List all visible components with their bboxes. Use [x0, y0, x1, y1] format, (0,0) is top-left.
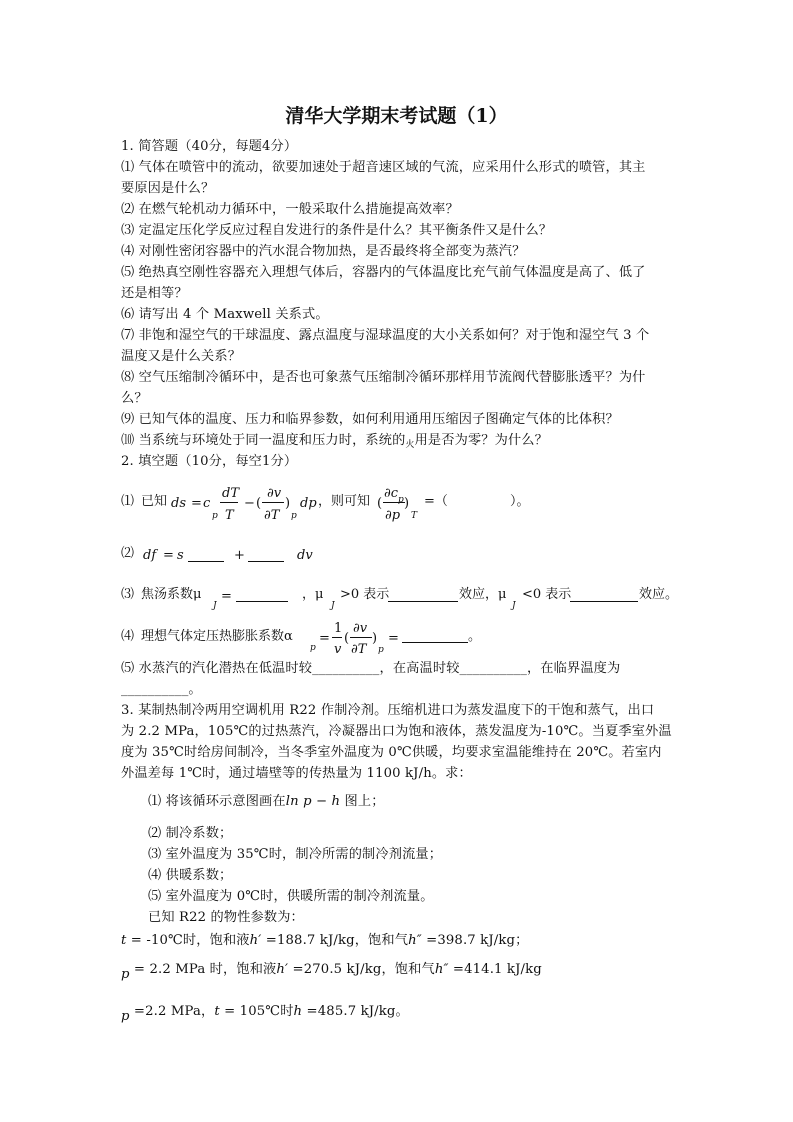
q2-2-df: df — [143, 548, 157, 563]
q2-3-blank2 — [388, 601, 458, 602]
q2-3-effect1: 效应，μ — [459, 587, 507, 602]
page-title: 清华大学期末考试题（1） — [285, 105, 508, 127]
q3-prop1-v2: =398.7 kJ/kg； — [421, 933, 529, 948]
q3-sub1 — [148, 795, 385, 808]
q3-prop2 — [121, 962, 542, 982]
q3-prop3-v: =485.7 kJ/kg。 — [302, 1004, 409, 1019]
q2-1-dp: dp — [300, 496, 317, 511]
q3-prop3-text2: = 105℃时 — [219, 1004, 294, 1019]
q2-2-eq: = — [163, 548, 174, 563]
q1-10-before: ⑽ 当系统与环境处于同一温度和压力时，系统的 — [121, 433, 406, 448]
q1-8-line1: ⑻ 空气压缩制冷循环中，是否也可象蒸气压缩制冷循环那样用节流阀代替膨胀透平？为什 — [121, 370, 646, 385]
q3-prop3-var2: t — [214, 1004, 220, 1019]
q3-sub4: ⑷ 供暖系数； — [148, 868, 233, 883]
q2-4-open-paren: ( — [344, 631, 350, 646]
q2-1-T-sub: T — [411, 511, 418, 521]
q2-1-close-paren2: ) — [404, 496, 410, 511]
q2-4-blank — [402, 642, 468, 643]
q1-1-line1: ⑴ 气体在喷管中的流动，欲要加速处于超音速区域的气流，应采用什么形式的喷管，其主 — [121, 160, 646, 175]
q2-1-open-paren2: ( — [377, 496, 383, 511]
section1-header: 1. 简答题（40分，每题4分） — [121, 139, 298, 154]
q2-4-frac1-bar — [332, 637, 342, 638]
q2-1-frac1-bar — [220, 502, 238, 503]
q3-sub1-before: ⑴ 将该循环示意图画在 — [148, 794, 286, 809]
q2-1-dTp: ∂T — [264, 508, 280, 523]
q2-3-blank1 — [236, 601, 288, 602]
q2-4-p-sub: p — [310, 643, 316, 653]
q3-prop1-text: = -10℃时，饱和液 — [126, 933, 250, 948]
section3-line4: 外温差每 1℃时，通过墙壁等的传热量为 1100 kJ/h。求： — [121, 766, 472, 781]
q1-4: ⑷ 对刚性密闭容器中的汽水混合物加热，是否最终将全部变为蒸汽？ — [121, 244, 526, 259]
q2-3-J-sub: J — [213, 601, 217, 611]
q2-2-blank2 — [248, 561, 284, 562]
q2-1-c: c — [203, 496, 211, 511]
q2-3-eq: = — [221, 589, 232, 604]
q2-4-one: 1 — [334, 621, 343, 636]
q2-2-plus: + — [234, 548, 245, 563]
q2-1-dv: ∂v — [267, 486, 282, 501]
q3-prop2-v2: =414.1 kJ/kg — [448, 962, 542, 977]
q2-3-lt0: <0 表示 — [522, 587, 572, 602]
q3-sub3: ⑶ 室外温度为 35℃时，制冷所需的制冷剂流量； — [148, 847, 443, 862]
q2-3-J3-sub: J — [512, 601, 516, 611]
q2-1-cp-sub: p — [398, 495, 404, 505]
q2-1-T: T — [225, 508, 234, 523]
q3-sub1-after: 图上； — [340, 794, 385, 809]
q3-prop1-var: t — [121, 933, 127, 948]
q2-1-ds: ds — [171, 496, 186, 511]
section3-line3: 度为 35℃时给房间制冷，当冬季室外温度为 0℃供暖，均要求室温能维持在 20℃。若室内 — [121, 745, 662, 760]
q1-10-sub: 火 — [405, 440, 415, 450]
q2-1-answer-open: =（ — [424, 494, 448, 509]
q2-2-blank1 — [188, 561, 224, 562]
q2-4-p-sub2: p — [378, 645, 384, 655]
q3-prop2-v1: =270.5 kJ/kg，饱和气 — [288, 962, 435, 977]
q2-2-dv: dv — [297, 548, 313, 563]
q1-3: ⑶ 定温定压化学反应过程自发进行的条件是什么？其平衡条件又是什么？ — [121, 223, 553, 238]
q3-prop2-h2: h″ — [434, 962, 449, 977]
q2-4-eq: = — [319, 631, 330, 646]
q3-prop2-var: p — [121, 967, 130, 982]
section3-line2: 为 2.2 MPa，105℃的过热蒸汽，冷凝器出口为饱和液体，蒸发温度为-10℃。当夏季室外温 — [121, 724, 672, 739]
q3-prop3 — [121, 1004, 409, 1024]
q2-1-answer-close: ）。 — [510, 494, 530, 509]
q3-sub1-math: ln p − h — [285, 794, 341, 809]
q3-sub5: ⑸ 室外温度为 0℃时，供暖所需的制冷剂流量。 — [148, 889, 434, 904]
q2-1-prefix: 已知 — [141, 494, 168, 509]
q2-1-close-paren: ) — [285, 496, 291, 511]
q2-4-close-paren: ) — [372, 631, 378, 646]
q2-4-eq2: = — [388, 631, 399, 646]
q3-prop3-var: p — [121, 1009, 130, 1024]
q2-4-text: 理想气体定压热膨胀系数α — [141, 629, 293, 644]
q2-4-end: 。 — [468, 629, 482, 644]
q2-4-dv: ∂v — [353, 621, 368, 636]
q2-4-v: v — [334, 642, 342, 657]
q2-4-dT: ∂T — [351, 642, 367, 657]
q2-1-frac2-bar — [262, 502, 284, 503]
q2-5-line2: __________。 — [121, 682, 202, 697]
q1-5-line2: 还是相等？ — [121, 286, 188, 301]
q3-prop3-text1: =2.2 MPa， — [129, 1004, 215, 1019]
q2-1-open-paren: ( — [256, 496, 262, 511]
q2-3-comma: ，μ — [302, 587, 324, 602]
q2-1-eq: = — [191, 496, 202, 511]
q1-5-line1: ⑸ 绝热真空刚性容器充入理想气体后，容器内的气体温度比充气前气体温度是高了、低了 — [121, 265, 646, 280]
q2-4-frac2-bar — [350, 637, 372, 638]
q2-1-p-sub2: p — [291, 511, 297, 521]
q3-prop1 — [121, 934, 528, 947]
q1-9: ⑼ 已知气体的温度、压力和临界参数，如何利用通用压缩因子图确定气体的比体积？ — [121, 412, 619, 427]
q1-2: ⑵ 在燃气轮机动力循环中，一般采取什么措施提高效率？ — [121, 202, 459, 217]
q1-8-line2: 么？ — [121, 391, 148, 406]
q3-prop1-h1: h′ — [249, 933, 262, 948]
q1-7-line2: 温度又是什么关系？ — [121, 349, 242, 364]
q1-10-after: 用是否为零？为什么？ — [414, 433, 548, 448]
q3-prop1-h2: h″ — [408, 933, 422, 948]
q3-known: 已知 R22 的物性参数为： — [148, 910, 304, 925]
q3-sub2: ⑵ 制冷系数； — [148, 826, 233, 841]
q1-7-line1: ⑺ 非饱和湿空气的干球温度、露点温度与湿球温度的大小关系如何？对于饱和湿空气 3 个 — [121, 328, 650, 343]
section2-header: 2. 填空题（10分，每空1分） — [121, 454, 298, 469]
q2-1-dcp: ∂c — [384, 486, 399, 501]
q2-1-dT: dT — [222, 486, 239, 501]
q3-prop1-v1: =188.7 kJ/kg，饱和气 — [261, 933, 409, 948]
q2-1-num: ⑴ — [121, 494, 135, 509]
q2-3-effect2: 效应。 — [639, 587, 679, 602]
q2-1-middle: ，则可知 — [318, 494, 371, 509]
q3-prop2-text: = 2.2 MPa 时，饱和液 — [129, 962, 277, 977]
q2-3-blank3 — [570, 601, 638, 602]
q2-3-text1: 焦汤系数μ — [141, 587, 202, 602]
q2-1-p-sub: p — [212, 511, 218, 521]
q3-prop2-h1: h′ — [276, 962, 289, 977]
q2-5-line1: ⑸ 水蒸汽的汽化潜热在低温时较__________，在高温时较__________，在临界温度为 — [121, 661, 621, 676]
section3-line1: 3. 某制热制冷两用空调机用 R22 作制冷剂。压缩机进口为蒸发温度下的干饱和蒸气，出口 — [121, 703, 655, 718]
q3-prop3-h: h — [293, 1004, 303, 1019]
q2-3-num: ⑶ — [121, 587, 135, 602]
q2-1-minus: − — [244, 496, 255, 511]
q2-3-J2-sub: J — [331, 601, 335, 611]
q1-1-line2: 要原因是什么？ — [121, 181, 215, 196]
q2-3-gt0: >0 表示 — [340, 587, 390, 602]
q1-6: ⑹ 请写出 4 个 Maxwell 关系式。 — [121, 307, 329, 322]
q1-10 — [121, 433, 548, 450]
q2-4-num: ⑷ — [121, 629, 135, 644]
q2-2-s: s — [177, 548, 184, 563]
q2-2-num: ⑵ — [121, 546, 135, 561]
q2-1-frac3-bar — [383, 502, 405, 503]
q2-1-dpp: ∂p — [385, 508, 401, 523]
